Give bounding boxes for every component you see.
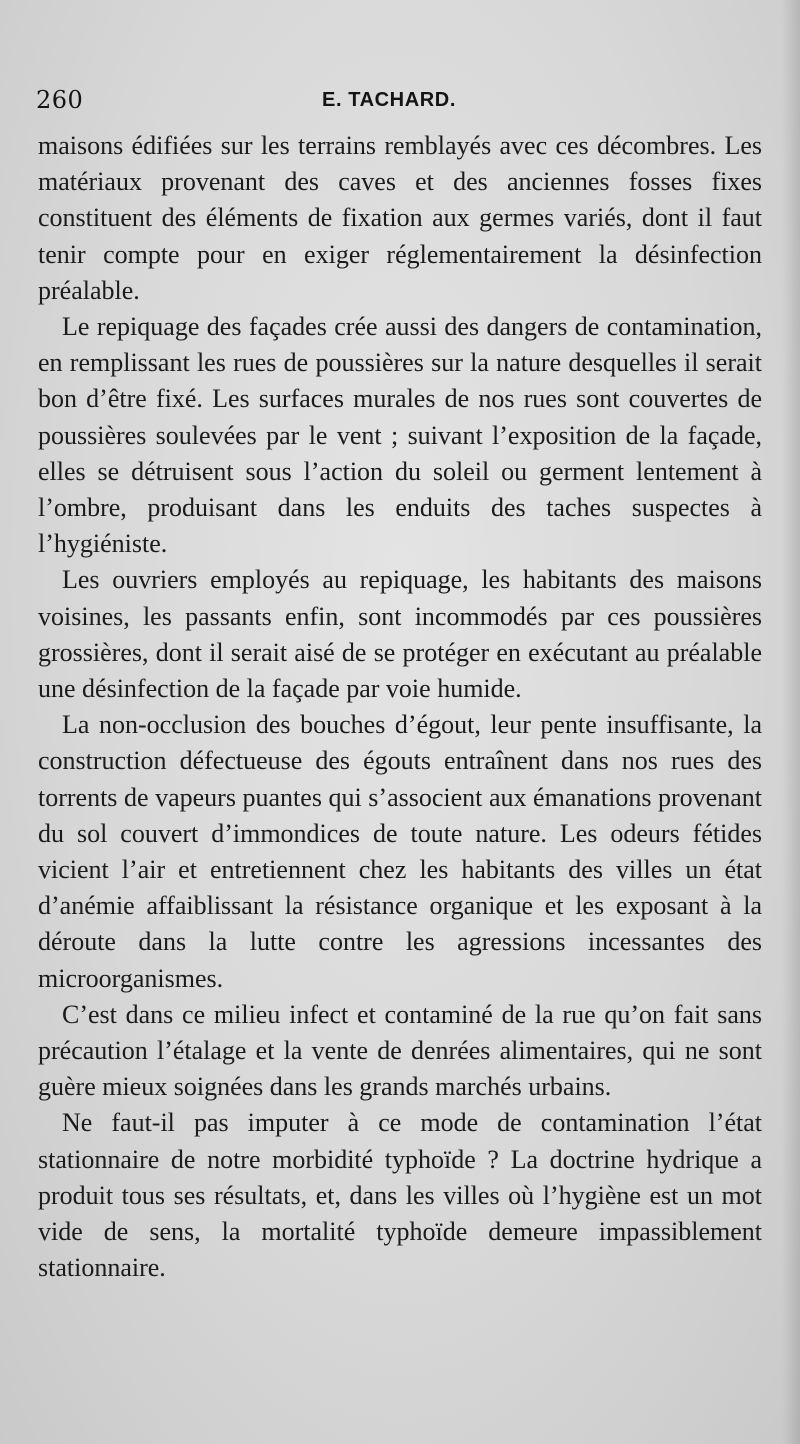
paragraph-food-display: C’est dans ce milieu infect et contaminé de la rue qu’on fait sans précaution l’étalage et la vente de denrées alimentaires, qui ne sont guère mieux soignées dans les grands marchés urbains. xyxy=(38,999,762,1102)
page-number: 260 xyxy=(36,86,84,114)
paragraph-workers: Les ouvriers employés au repiquage, les habitants des maisons voisines, les passants enfin, sont incommodés par ces poussières grossières, dont il serait aisé de se protéger en exécutant au préalable une désinfection de la façade par voie humide. xyxy=(38,565,762,704)
body-text xyxy=(38,128,762,1287)
paragraph-typhoid: Ne faut-il pas imputer à ce mode de contamination l’état stationnaire de notre morbidité typhoïde ? La doctrine hydrique a produit tous ses résultats, et, dans les villes où l’hygiène est un mot vide de sens, la mortalité typhoïde demeure impassiblement stationnaire. xyxy=(38,1108,762,1283)
paragraph-continuation: maisons édifiées sur les terrains remblayés avec ces décombres. Les matériaux provenant des caves et des anciennes fosses fixes constituent des éléments de fixation aux germes variés, dont il faut tenir compte pour en exiger réglementairement la désinfection préalable. xyxy=(38,131,762,305)
running-head-author: E. TACHARD. xyxy=(322,89,457,111)
paragraph-sewers: La non-occlusion des bouches d’égout, leur pente insuffisante, la construction défectueuse des égouts entraînent dans nos rues des torrents de vapeurs puantes qui s’associent aux émanations provenant du sol couvert d’immondices de toute nature. Les odeurs fétides vicient l’air et entretiennent chez les habitants des villes un état d’anémie affaiblissant la résistance organique et les exposant à la déroute dans la lutte contre les agressions incessantes des microorganismes. xyxy=(38,710,762,993)
paragraph-facades: Le repiquage des façades crée aussi des dangers de contamination, en remplissant les rues de poussières sur la nature desquelles il serait bon d’être fixé. Les surfaces murales de nos rues sont couvertes de poussières soulevées par le vent ; suivant l’exposition de la façade, elles se détruisent sous l’action du soleil ou germent lentement à l’ombre, produisant dans les enduits des taches suspectes à l’hygiéniste. xyxy=(38,312,762,559)
page-header xyxy=(36,86,758,120)
